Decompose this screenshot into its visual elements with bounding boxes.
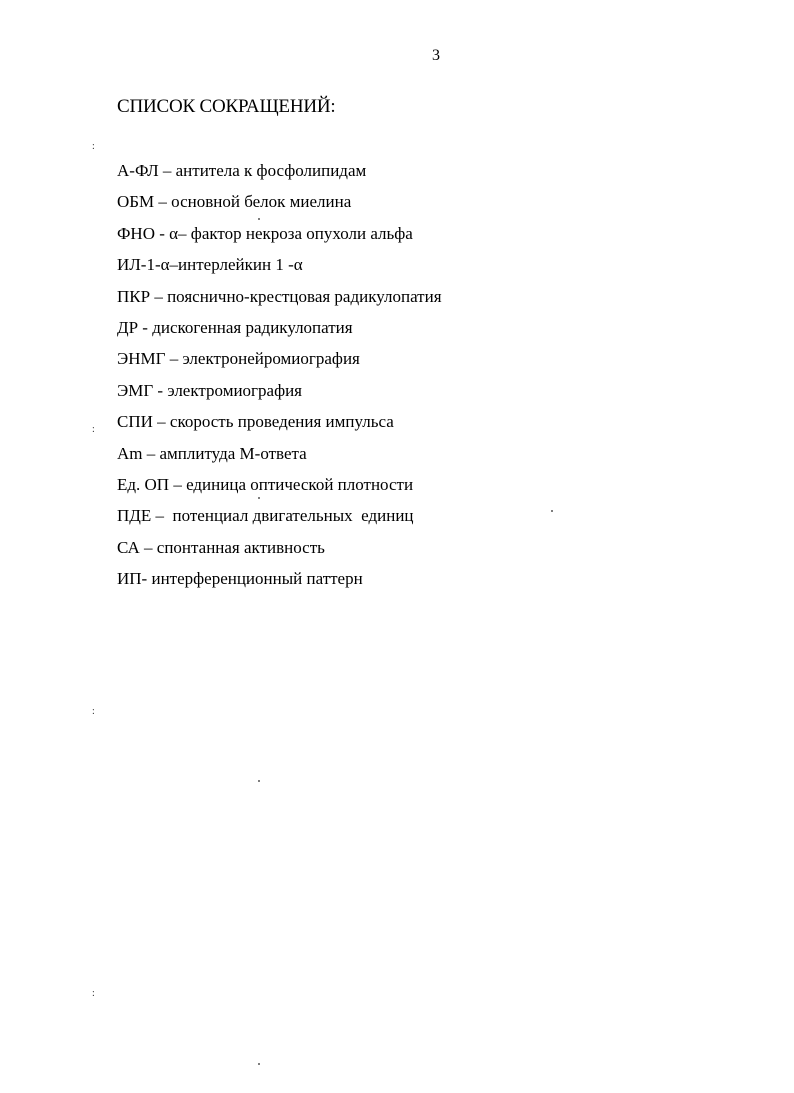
scan-mark: :	[92, 424, 95, 435]
list-item: ПДЕ – потенциал двигательных единиц	[117, 506, 414, 526]
list-item: А-ФЛ – антитела к фосфолипидам	[117, 161, 367, 180]
list-item: ДР - дискогенная радикулопатия	[117, 317, 353, 337]
scan-mark: :	[92, 988, 95, 999]
scan-speck	[258, 1063, 260, 1065]
list-item: СА – спонтанная активность	[117, 537, 325, 557]
list-item: ИЛ-1-α–интерлейкин 1 -α	[117, 255, 303, 275]
list-item: ЭНМГ – электронейромиография	[117, 349, 360, 369]
list-item: ФНО - α– фактор некроза опухоли альфа	[117, 223, 413, 243]
list-item: ЭМГ - электромиография	[117, 380, 302, 400]
scan-mark: :	[92, 706, 95, 717]
scan-mark: :	[92, 141, 95, 152]
page-title: СПИСОК СОКРАЩЕНИЙ:	[117, 96, 336, 117]
scan-speck	[258, 497, 260, 499]
abbreviation-list	[117, 160, 442, 599]
page-number: 3	[432, 47, 440, 64]
scan-speck	[258, 780, 260, 782]
list-item: СПИ – скорость проведения импульса	[117, 412, 394, 432]
list-item: ИП- интерференционный паттерн	[117, 569, 363, 589]
scan-speck	[258, 218, 260, 220]
list-item: Ед. ОП – единица оптической плотности	[117, 474, 414, 494]
list-item: Am – амплитуда М-ответа	[117, 443, 307, 463]
list-item: ПКР – пояснично-крестцовая радикулопатия	[117, 286, 442, 306]
scan-speck	[551, 510, 553, 512]
list-item: ОБМ – основной белок миелина	[117, 192, 352, 212]
